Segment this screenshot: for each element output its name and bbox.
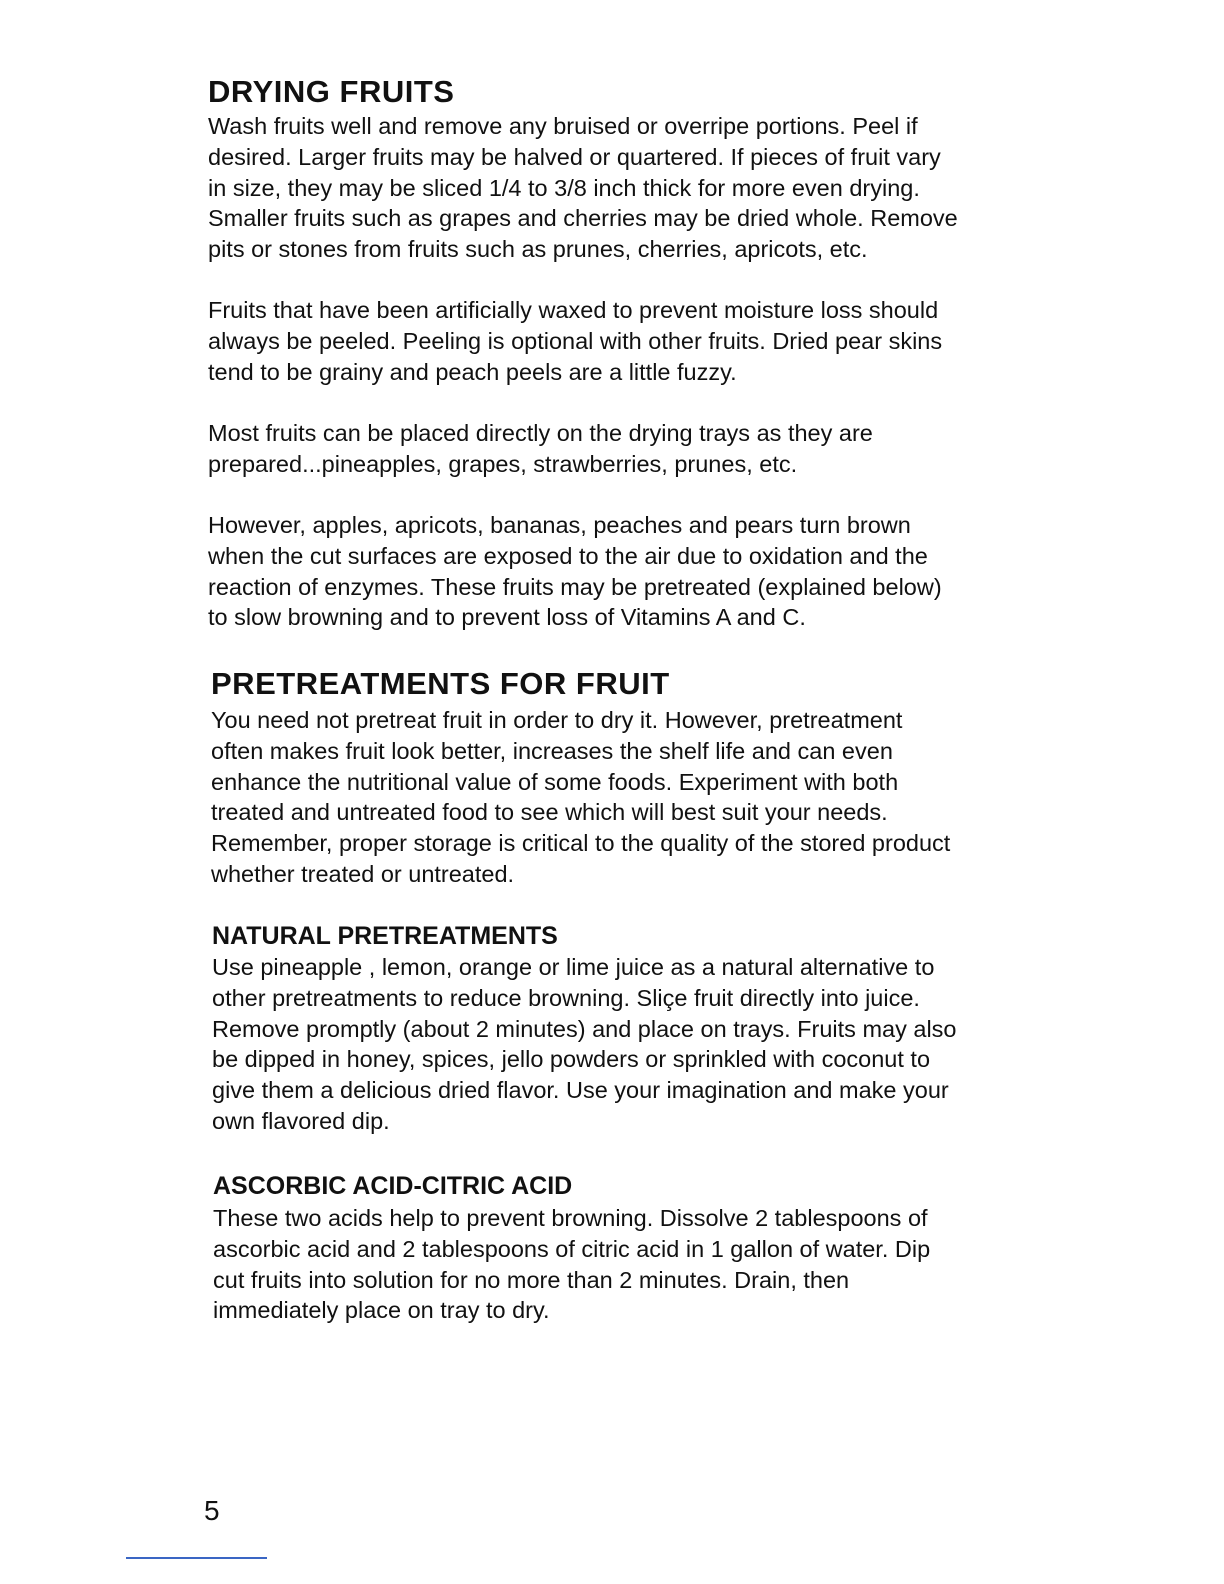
footer-divider <box>126 1557 267 1559</box>
text-line: cut fruits into solution for no more than 2 minutes. Drain, then <box>213 1266 850 1293</box>
heading-drying-fruits: DRYING FRUITS <box>208 74 455 109</box>
text-line: Fruits that have been artificially waxed to prevent moisture loss should <box>208 297 939 323</box>
text-line: pits or stones from fruits such as prunes, cherries, apricots, etc. <box>208 236 868 263</box>
text-line: Remember, proper storage is critical to the quality of the stored product <box>211 830 951 857</box>
text-line: However, apples, apricots, bananas, peaches and pears turn brown <box>208 512 911 538</box>
heading-ascorbic-acid: ASCORBIC ACID-CITRIC ACID <box>213 1172 573 1200</box>
paragraph-browning <box>208 510 942 633</box>
page-number: 5 <box>204 1495 220 1526</box>
text-line: in size, they may be sliced 1/4 to 3/8 inch thick for more even drying. <box>208 174 920 201</box>
paragraph-waxed-fruits <box>208 295 942 387</box>
text-line: often makes fruit look better, increases the shelf life and can even <box>211 737 893 764</box>
text-line: prepared...pineapples, grapes, strawberries, prunes, etc. <box>208 450 798 477</box>
text-line: reaction of enzymes. These fruits may be pretreated (explained below) <box>208 573 942 600</box>
paragraph-ascorbic <box>213 1203 930 1326</box>
text-line: ascorbic acid and 2 tablespoons of citric acid in 1 gallon of water. Dip <box>213 1235 931 1262</box>
text-line: enhance the nutritional value of some foods. Experiment with both <box>211 768 899 795</box>
text-line: Remove promptly (about 2 minutes) and place on trays. Fruits may also <box>212 1015 957 1042</box>
text-line: These two acids help to prevent browning. Dissolve 2 tablespoons of <box>213 1205 928 1231</box>
paragraph-natural <box>212 952 956 1137</box>
text-line: to slow browning and to prevent loss of Vitamins A and C. <box>208 604 806 631</box>
text-line: treated and untreated food to see which will best suit your needs. <box>211 799 888 826</box>
text-line: give them a delicious dried flavor. Use your imagination and make your <box>212 1077 949 1104</box>
text-line: tend to be grainy and peach peels are a little fuzzy. <box>208 358 737 385</box>
text-line: Wash fruits well and remove any bruised or overripe portions. Peel if <box>208 113 918 139</box>
text-line: whether treated or untreated. <box>211 860 515 887</box>
text-line: own flavored dip. <box>212 1107 390 1134</box>
text-line: Smaller fruits such as grapes and cherries may be dried whole. Remove <box>208 205 958 232</box>
text-line: Use pineapple , lemon, orange or lime juice as a natural alternative to <box>212 954 935 980</box>
text-line: when the cut surfaces are exposed to the air due to oxidation and the <box>208 542 928 569</box>
text-line: desired. Larger fruits may be halved or quartered. If pieces of fruit vary <box>208 143 941 170</box>
text-line: You need not pretreat fruit in order to dry it. However, pretreatment <box>211 707 903 733</box>
paragraph-wash-fruits <box>208 111 958 265</box>
paragraph-most-fruits <box>208 418 873 480</box>
paragraph-pretreat-intro <box>211 705 950 890</box>
text-line: Most fruits can be placed directly on the drying trays as they are <box>208 420 873 446</box>
heading-pretreatments: PRETREATMENTS FOR FRUIT <box>211 666 670 701</box>
text-line: be dipped in honey, spices, jello powders or sprinkled with coconut to <box>212 1046 931 1073</box>
heading-natural-pretreatments: NATURAL PRETREATMENTS <box>212 922 558 950</box>
text-line: always be peeled. Peeling is optional with other fruits. Dried pear skins <box>208 327 943 354</box>
text-line: other pretreatments to reduce browning. Sliçe fruit directly into juice. <box>212 984 920 1011</box>
text-line: immediately place on tray to dry. <box>213 1297 550 1324</box>
